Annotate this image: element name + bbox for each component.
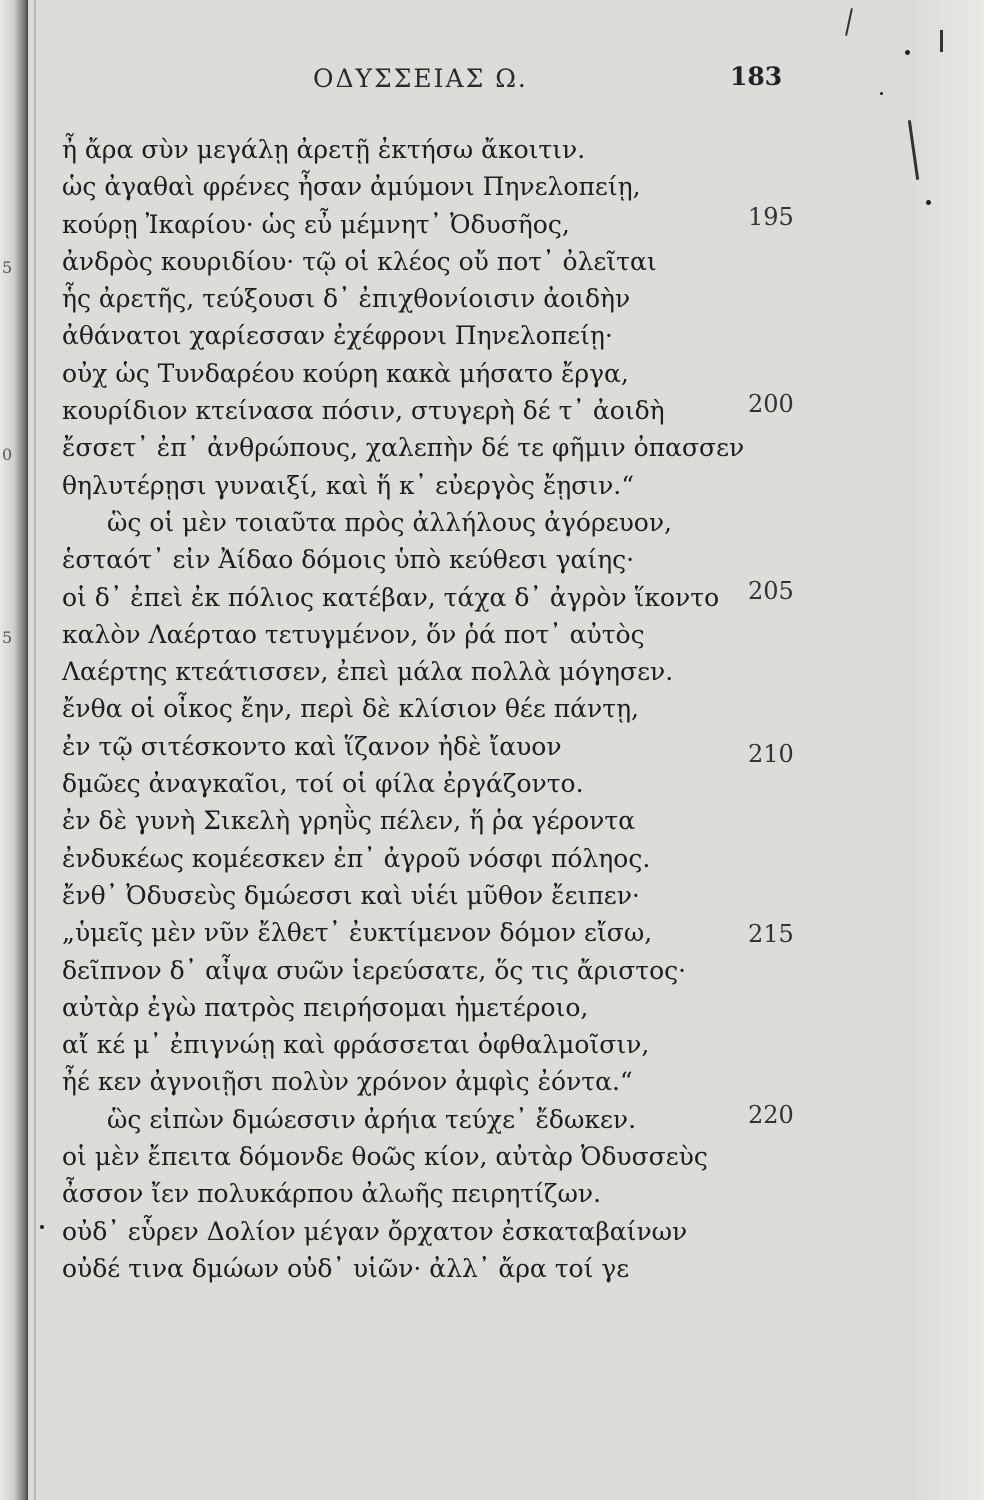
page-right-edge — [914, 0, 984, 1500]
verse-line: δμῶες ἀναγκαῖοι, τοί οἱ φίλα ἐργάζοντο. — [62, 769, 584, 799]
verse-line: οἱ μὲν ἔπειτα δόμονδε θοῶς κίον, αὐτὰρ Ὀδυσσεὺς — [62, 1142, 708, 1172]
verse-line: ἧς ἀρετῆς, τεύξουσι δ᾽ ἐπιχθονίοισιν ἀοιδὴν — [62, 284, 631, 314]
line-number: 205 — [748, 577, 794, 605]
verse-line: ὣς οἱ μὲν τοιαῦτα πρὸς ἀλλήλους ἀγόρευον, — [107, 507, 673, 537]
verse-line: κούρῃ Ἰκαρίου· ὡς εὖ μέμνητ᾽ Ὀδυσῆος, — [62, 209, 570, 239]
ink-speck — [40, 1225, 44, 1229]
verse-line: ἐνδυκέως κομέεσκεν ἐπ᾽ ἀγροῦ νόσφι πόληος. — [62, 843, 651, 873]
verse-line: ἀθάνατοι χαρίεσσαν ἐχέφρονι Πηνελοπείῃ· — [62, 321, 613, 351]
verse-line: ἦέ κεν ἀγνοιῇσι πολὺν χρόνον ἀμφὶς ἐόντα.“ — [62, 1067, 633, 1097]
verse-line: ἆσσον ἴεν πολυκάρπου ἀλωῆς πειρητίζων. — [62, 1179, 602, 1209]
page-header — [0, 58, 984, 98]
verse-line: ἔσσετ᾽ ἐπ᾽ ἀνθρώπους, χαλεπὴν δέ τε φῆμιν ὀπασσεν — [62, 433, 745, 463]
line-number: 220 — [748, 1101, 794, 1129]
verse-line: ἐν τῷ σιτέσκοντο καὶ ἵζανον ἠδὲ ἴαυον — [62, 731, 562, 761]
line-number: 210 — [748, 740, 794, 768]
verse-line: ἐν δὲ γυνὴ Σικελὴ γρηῢς πέλεν, ἥ ῥα γέροντα — [62, 806, 636, 836]
page-number: 183 — [730, 62, 783, 91]
verse-line: καλὸν Λαέρταο τετυγμένον, ὅν ῥά ποτ᾽ αὐτὸς — [62, 619, 645, 649]
verse-line: οἱ δ᾽ ἐπεὶ ἐκ πόλιος κατέβαν, τάχα δ᾽ ἀγρὸν ἵκοντο — [62, 582, 720, 612]
verse-line: αἴ κέ μ᾽ ἐπιγνώῃ καὶ φράσσεται ὀφθαλμοῖσιν, — [62, 1030, 650, 1060]
verse-block — [62, 131, 762, 1287]
verse-line: „ὑμεῖς μὲν νῦν ἔλθετ᾽ ἐυκτίμενον δόμον εἴσω, — [62, 918, 653, 948]
verse-line: ἀνδρὸς κουριδίου· τῷ οἱ κλέος οὔ ποτ᾽ ὀλεῖται — [62, 246, 657, 276]
left-margin-mark: 5 — [2, 258, 13, 277]
line-number: 215 — [748, 920, 794, 948]
verse-line: θηλυτέρῃσι γυναιξί, καὶ ἥ κ᾽ εὐεργὸς ἔῃσιν.“ — [62, 470, 635, 500]
verse-line: κουρίδιον κτείνασα πόσιν, στυγερὴ δέ τ᾽ ἀοιδὴ — [62, 396, 665, 426]
verse-line: αὐτὰρ ἐγὼ πατρὸς πειρήσομαι ἡμετέροιο, — [62, 992, 589, 1022]
verse-line: οὐδ᾽ εὗρεν Δολίον μέγαν ὄρχατον ἐσκαταβαίνων — [62, 1216, 688, 1246]
verse-line: ἦ ἄρα σὺν μεγάλῃ ἀρετῇ ἐκτήσω ἄκοιτιν. — [62, 135, 586, 164]
verse-line: οὐχ ὡς Τυνδαρέου κούρη κακὰ μήσατο ἔργα, — [62, 358, 629, 388]
verse-line: ὣς εἰπὼν δμώεσσιν ἀρήια τεύχε᾽ ἔδωκεν. — [107, 1104, 637, 1134]
gutter-shadow-line — [34, 0, 36, 1500]
verse-line: ἔνθ᾽ Ὀδυσεὺς δμώεσσι καὶ υἱέι μῦθον ἔειπεν· — [62, 880, 640, 910]
verse-line: ἑσταότ᾽ εἰν Ἀίδαο δόμοις ὑπὸ κεύθεσι γαίης· — [62, 545, 635, 575]
verse-line: ὡς ἀγαθαὶ φρένες ἦσαν ἀμύμονι Πηνελοπείῃ, — [62, 172, 641, 202]
verse-line: ἔνθα οἱ οἶκος ἔην, περὶ δὲ κλίσιον θέε πάντῃ, — [62, 694, 640, 724]
line-number: 200 — [748, 390, 794, 418]
verse-line: οὐδέ τινα δμώων οὐδ᾽ υἱῶν· ἀλλ᾽ ἄρα τοί γε — [62, 1253, 630, 1283]
ink-speck — [905, 50, 910, 55]
verse-line: Λαέρτης κτεάτισσεν, ἐπεὶ μάλα πολλὰ μόγησεν. — [62, 657, 674, 687]
running-head: ΟΔΥΣΣΕΙΑΣ Ω. — [313, 64, 528, 93]
ink-speck — [926, 200, 931, 205]
left-margin-mark: 5 — [2, 628, 13, 647]
verse-line: δεῖπνον δ᾽ αἶψα συῶν ἱερεύσατε, ὅς τις ἄριστος· — [62, 955, 687, 985]
book-spine-gutter — [0, 0, 28, 1500]
line-number: 195 — [748, 203, 794, 231]
ink-speck — [880, 92, 883, 95]
ink-scratch — [845, 8, 853, 36]
ink-scratch — [940, 30, 943, 52]
left-margin-mark: 0 — [2, 445, 13, 464]
